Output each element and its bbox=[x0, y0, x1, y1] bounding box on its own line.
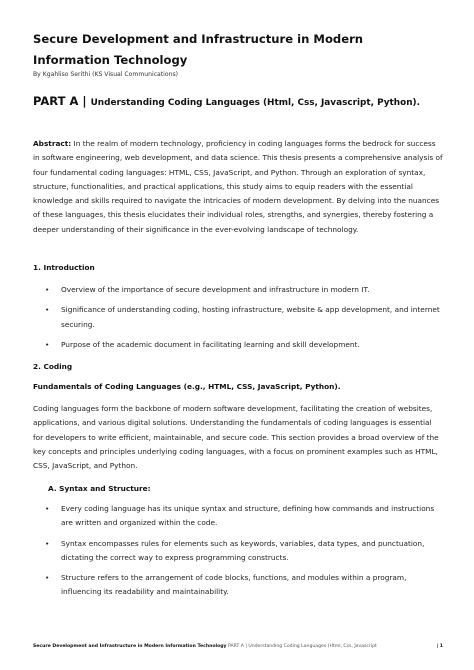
list-item bbox=[33, 571, 443, 600]
list-item-text: Structure refers to the arrangement of code blocks, functions, and modules within a program, influencing its readability and maintainability. bbox=[61, 573, 407, 597]
list-item-text: Purpose of the academic document in facilitating learning and skill development. bbox=[61, 339, 360, 349]
list-item-text: Every coding language has its unique syntax and structure, defining how commands and instructions are written and organized within the code. bbox=[61, 504, 435, 528]
bullet-icon: • bbox=[45, 504, 50, 513]
page-number: | 1 bbox=[436, 644, 443, 649]
page-footer bbox=[33, 644, 443, 649]
abstract-paragraph bbox=[33, 137, 443, 237]
coding-paragraph: Coding languages form the backbone of modern software development, facilitating the creation of websites, applications, and various digital solutions. Understanding the fundamentals of coding languages is essential for developers to write efficient, maintainable, and secure code. This section provides a broad overview of the key concepts and principles underlying coding languages, with a focus on prominent examples such as HTML, CSS, JavaScript, and Python. bbox=[33, 404, 439, 471]
part-heading bbox=[33, 94, 420, 108]
bullet-icon: • bbox=[45, 573, 50, 583]
list-item bbox=[33, 283, 443, 297]
list-item-text: Syntax encompasses rules for elements such as keywords, variables, data types, and punctuation, dictating the correct way to express programming constructs. bbox=[61, 538, 425, 562]
author-byline: By Kgahliso Serithi (KS Visual Communications) bbox=[33, 71, 178, 78]
section-heading-coding: 2. Coding bbox=[33, 362, 73, 371]
subsection-heading-fundamentals: Fundamentals of Coding Languages (e.g., HTML, CSS, JavaScript, Python). bbox=[33, 382, 341, 391]
document-title: Secure Development and Infrastructure in Modern Information Technology bbox=[33, 32, 364, 67]
part-title: Understanding Coding Languages (Html, Css, Javascript, Python). bbox=[90, 98, 420, 108]
list-item-text: Overview of the importance of secure development and infrastructure in modern IT. bbox=[61, 285, 370, 294]
footer-document-title: Secure Development and Infrastructure in Modern Information Technology bbox=[33, 644, 227, 649]
bullet-icon: • bbox=[45, 305, 50, 315]
part-label: PART A | bbox=[33, 94, 87, 108]
list-item bbox=[33, 502, 443, 531]
bullet-icon: • bbox=[45, 538, 50, 548]
list-item bbox=[33, 537, 443, 566]
list-item-text: Significance of understanding coding, hosting infrastructure, website & app development, and internet securing. bbox=[61, 305, 440, 329]
introduction-bullet-list bbox=[33, 283, 443, 358]
list-item bbox=[33, 338, 443, 352]
subsection-heading-syntax: A. Syntax and Structure: bbox=[48, 484, 151, 493]
bullet-icon: • bbox=[45, 285, 50, 294]
list-item bbox=[33, 303, 443, 332]
section-heading-introduction: 1. Introduction bbox=[33, 263, 95, 272]
abstract-label: Abstract: bbox=[33, 139, 72, 148]
syntax-bullet-list bbox=[33, 502, 443, 606]
abstract-text: In the realm of modern technology, proficiency in coding languages forms the bedrock for success in software engineering, web development, and data science. This thesis presents a comprehensive analysis of four fundamental coding languages: HTML, CSS, JavaScript, and Python. Through an exploration of syntax, structure, functionalities, and practical applications, this study aims to equip readers with the essential knowledge and skills required to navigate the intricacies of modern development. By delving into the nuances of these languages, this thesis elucidates their individual roles, strengths, and synergies, thereby fostering a deeper understanding of their significance in the ever-evolving landscape of technology. bbox=[33, 139, 443, 234]
footer-part-title: PART A | Understanding Coding Languages (Html, Css, Javascript bbox=[228, 644, 377, 649]
bullet-icon: • bbox=[45, 339, 50, 349]
